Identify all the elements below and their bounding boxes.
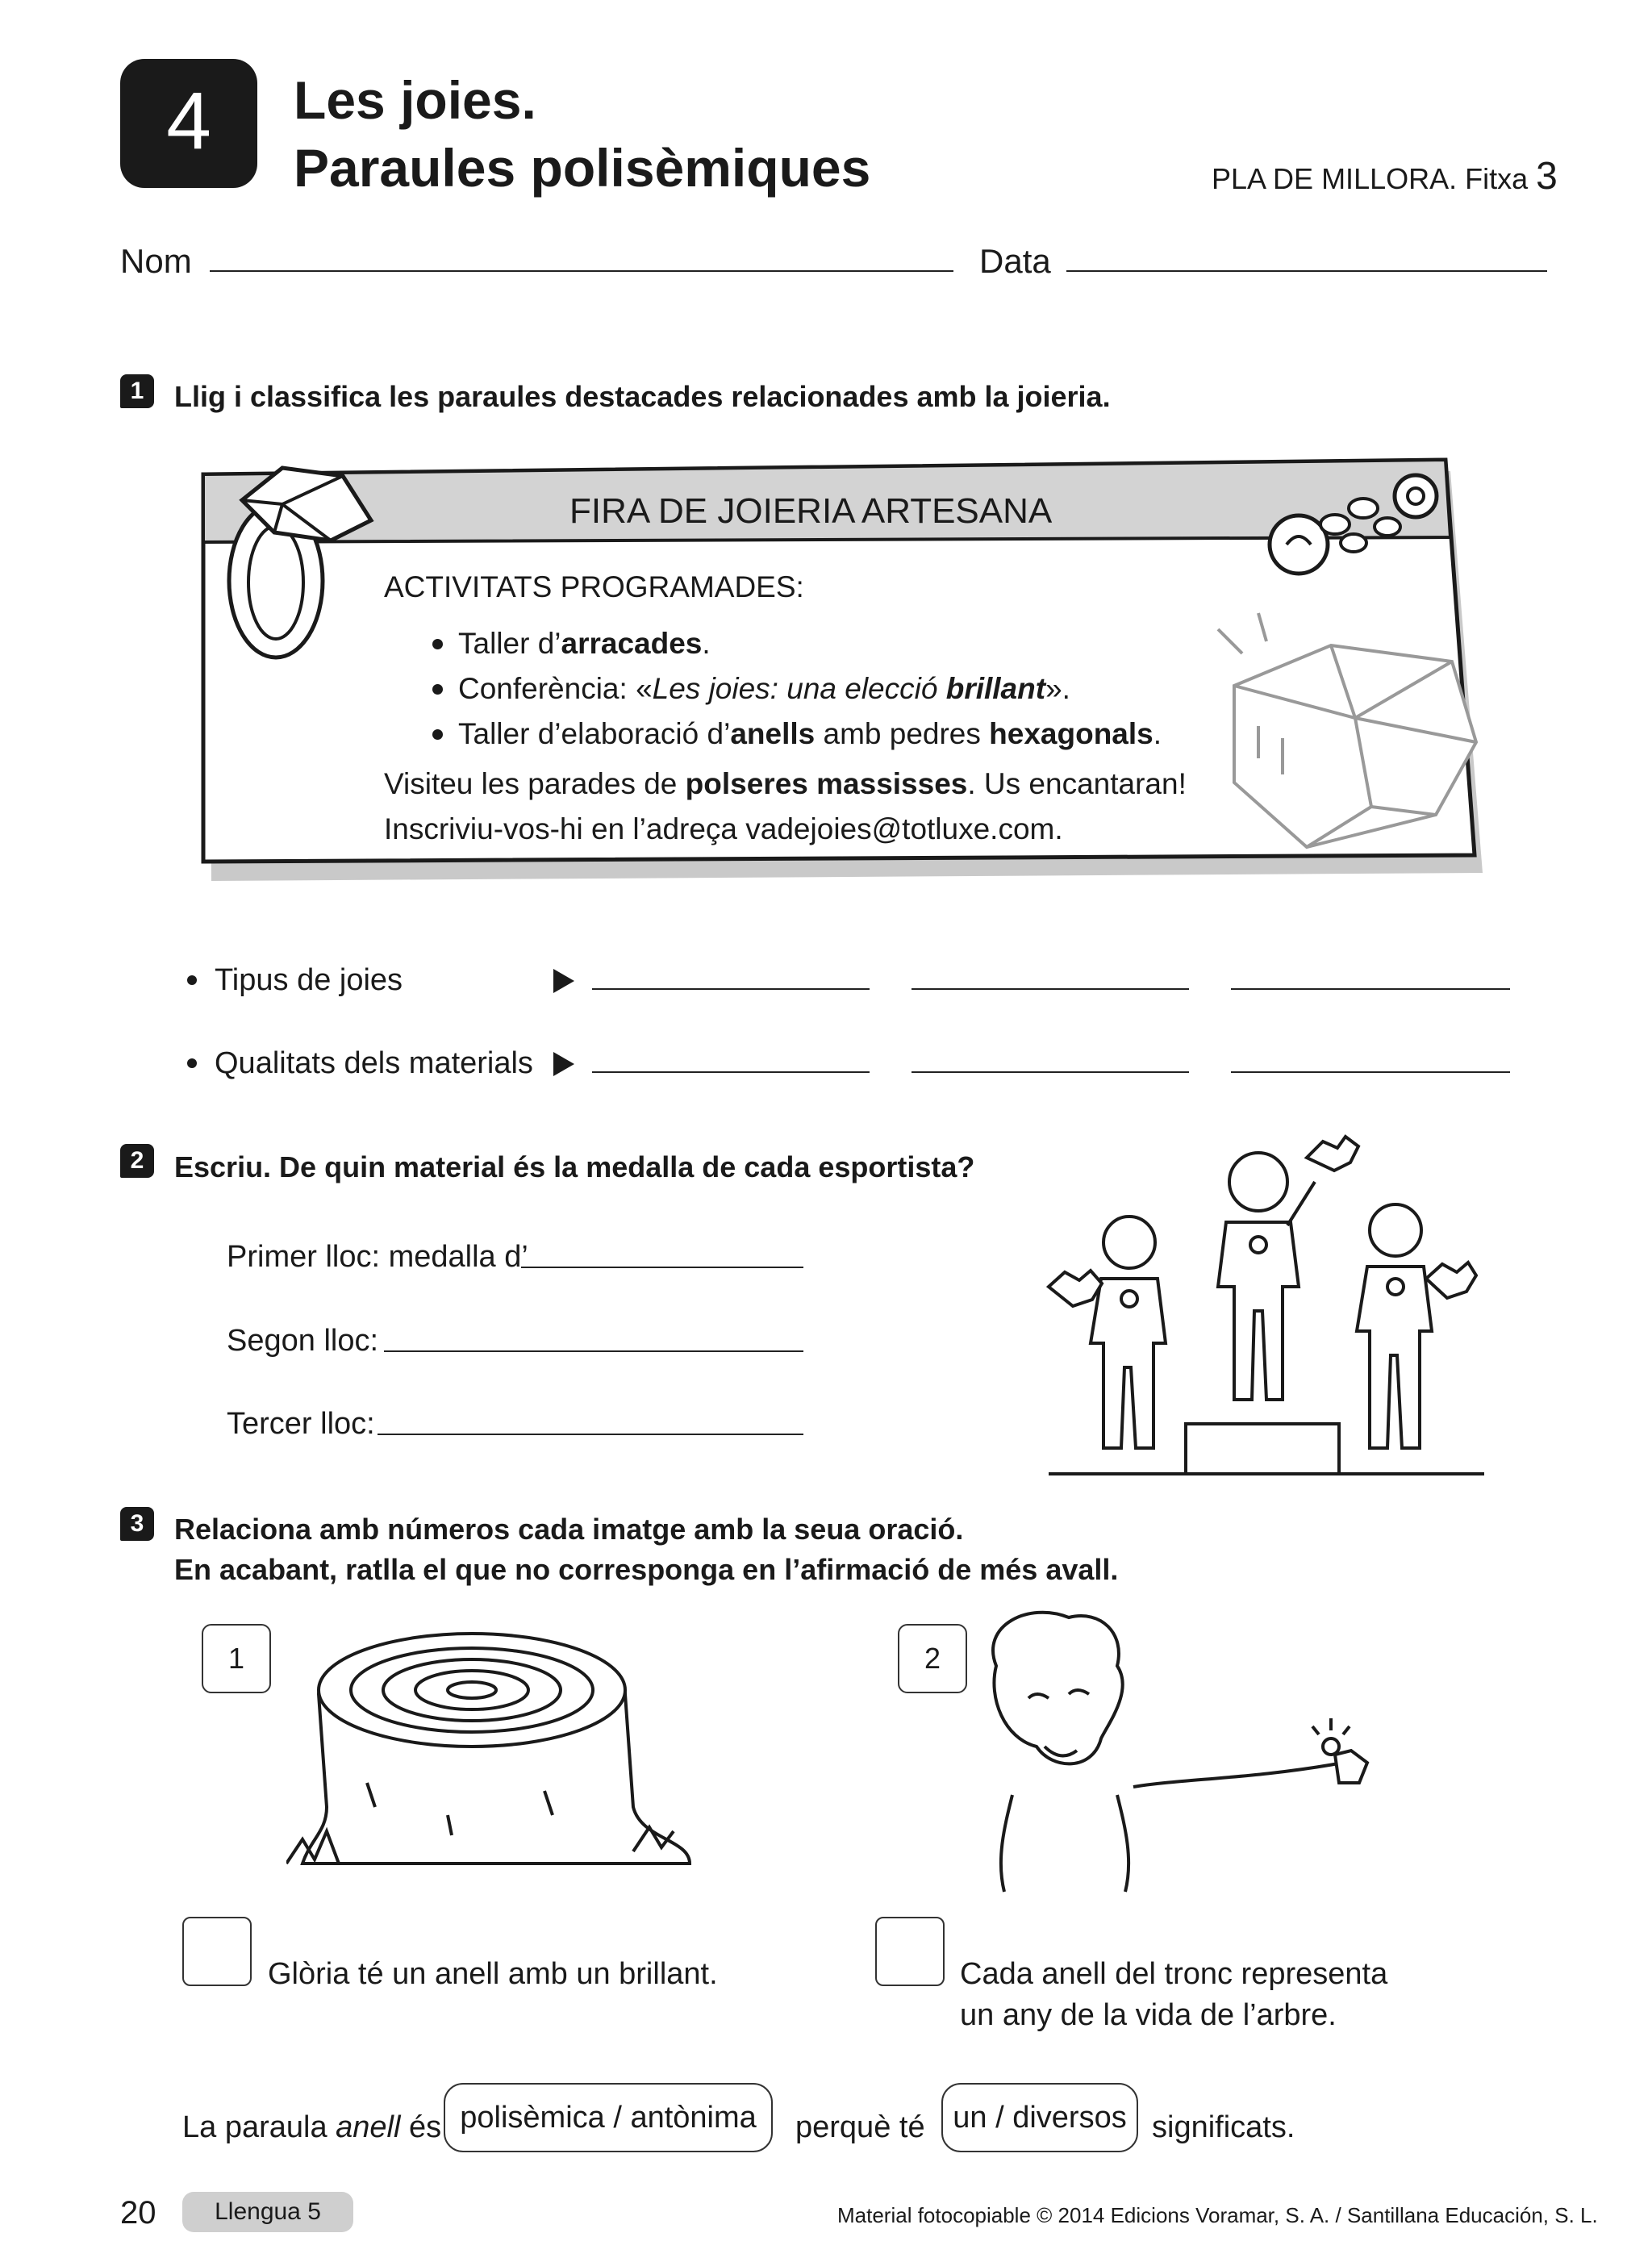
answer-box[interactable] <box>182 1917 252 1986</box>
exercise-number: 1 <box>120 374 154 408</box>
subject-tag: Llengua 5 <box>182 2192 353 2232</box>
answer-line[interactable] <box>384 1350 803 1352</box>
arrow-right-icon <box>553 969 574 993</box>
choice-box[interactable]: un / diversos <box>941 2083 1138 2152</box>
row-label: Tipus de joies <box>215 963 403 997</box>
poster-title: FIRA DE JOIERIA ARTESANA <box>569 491 1053 531</box>
final-sentence-start <box>182 2106 441 2148</box>
date-label: Data <box>979 242 1051 280</box>
highlighted-word: arracades <box>561 627 703 660</box>
answer-box[interactable] <box>875 1917 945 1986</box>
answer-line[interactable] <box>521 1267 803 1268</box>
item-text: ». <box>1045 672 1070 705</box>
poster-line <box>384 762 1187 807</box>
unit-number-badge <box>120 59 257 188</box>
page-title-line2: Paraules polisèmiques <box>294 138 871 198</box>
exercise-number: 2 <box>120 1144 154 1178</box>
highlighted-word: anells <box>730 717 816 750</box>
medal-label: Primer lloc: medalla d’ <box>227 1240 528 1274</box>
exercise-instruction: Escriu. De quin material és la medalla de cada esportista? <box>174 1150 975 1183</box>
sentence-2-line1: Cada anell del tronc representa <box>960 1957 1388 1991</box>
gem-illustration-icon <box>1210 597 1500 863</box>
highlighted-word: polseres massisses <box>685 767 968 800</box>
item-text: Visiteu les parades de <box>384 767 686 800</box>
sentence-1: Glòria té un anell amb un brillant. <box>268 1957 718 1991</box>
answer-line[interactable] <box>912 1071 1189 1073</box>
exercise-instruction-line1: Relaciona amb números cada imatge amb la seua oració. <box>174 1513 964 1546</box>
answer-line[interactable] <box>592 988 870 990</box>
final-sentence-middle: perquè té <box>795 2110 925 2144</box>
classification-row-label <box>215 1043 533 1083</box>
answer-line[interactable] <box>592 1071 870 1073</box>
poster-item <box>384 621 1187 666</box>
name-label: Nom <box>120 242 192 280</box>
page-title-line1: Les joies. <box>294 70 536 130</box>
answer-line[interactable] <box>912 988 1189 990</box>
ring-illustration-icon <box>202 444 387 670</box>
answer-line[interactable] <box>1231 1071 1510 1073</box>
date-line[interactable] <box>1066 270 1547 272</box>
poster-line: Inscriviu-vos-hi en l’adreça vadejoies@totluxe.com. <box>384 812 1063 845</box>
bracelet-illustration-icon <box>1258 464 1452 585</box>
poster-text <box>384 565 1187 852</box>
exercise-instruction-line2: En acabant, ratlla el que no corresponga en l’afirmació de més avall. <box>174 1553 1119 1586</box>
item-text: Conferència: « <box>458 672 653 705</box>
fitxa-label: PLA DE MILLORA. Fitxa <box>1212 162 1529 195</box>
item-text: . Us encantaran! <box>967 767 1187 800</box>
copyright-text: Material fotocopiable © 2014 Edicions Voramar, S. A. / Santillana Educación, S. L. <box>837 2203 1598 2227</box>
image-number-box: 2 <box>898 1624 967 1693</box>
sentence-text: anell <box>336 2110 401 2144</box>
sentence-2-line2: un any de la vida de l’arbre. <box>960 1998 1337 2032</box>
bullet-icon <box>187 975 197 985</box>
answer-line[interactable] <box>1231 988 1510 990</box>
image-number-box: 1 <box>202 1624 271 1693</box>
woman-ring-illustration-icon <box>964 1609 1383 1900</box>
item-text: Taller d’ <box>458 627 561 660</box>
poster-subtitle: ACTIVITATS PROGRAMADES: <box>384 570 804 603</box>
item-text: . <box>702 627 711 660</box>
worksheet-label <box>1212 157 1558 198</box>
unit-number: 4 <box>166 75 211 166</box>
sentence-text: és <box>400 2110 442 2144</box>
answer-line[interactable] <box>378 1434 803 1435</box>
arrow-right-icon <box>553 1052 574 1076</box>
final-sentence-end: significats. <box>1152 2110 1295 2144</box>
medal-label: Tercer lloc: <box>227 1407 375 1441</box>
sentence-text: La paraula <box>182 2110 336 2144</box>
item-text: Les joies: una elecció <box>652 672 946 705</box>
row-label: Qualitats dels materials <box>215 1046 533 1080</box>
exercise-number: 3 <box>120 1507 154 1541</box>
page-number: 20 <box>120 2195 156 2231</box>
item-text: amb pedres <box>815 717 990 750</box>
tree-stump-illustration-icon <box>286 1622 706 1888</box>
item-text: . <box>1153 717 1162 750</box>
bullet-icon <box>187 1058 197 1068</box>
highlighted-word: hexagonals <box>989 717 1153 750</box>
name-line[interactable] <box>210 270 953 272</box>
item-text: Taller d’elaboració d’ <box>458 717 731 750</box>
medal-label: Segon lloc: <box>227 1324 379 1358</box>
classification-row-label <box>215 960 403 1000</box>
fitxa-number: 3 <box>1536 155 1558 198</box>
podium-athletes-illustration-icon <box>1041 1125 1492 1480</box>
poster-item <box>384 666 1187 712</box>
choice-box[interactable]: polisèmica / antònima <box>444 2083 773 2152</box>
highlighted-word: brillant <box>945 672 1046 705</box>
poster-item <box>384 712 1187 757</box>
exercise-instruction: Llig i classifica les paraules destacades relacionades amb la joieria. <box>174 380 1111 413</box>
